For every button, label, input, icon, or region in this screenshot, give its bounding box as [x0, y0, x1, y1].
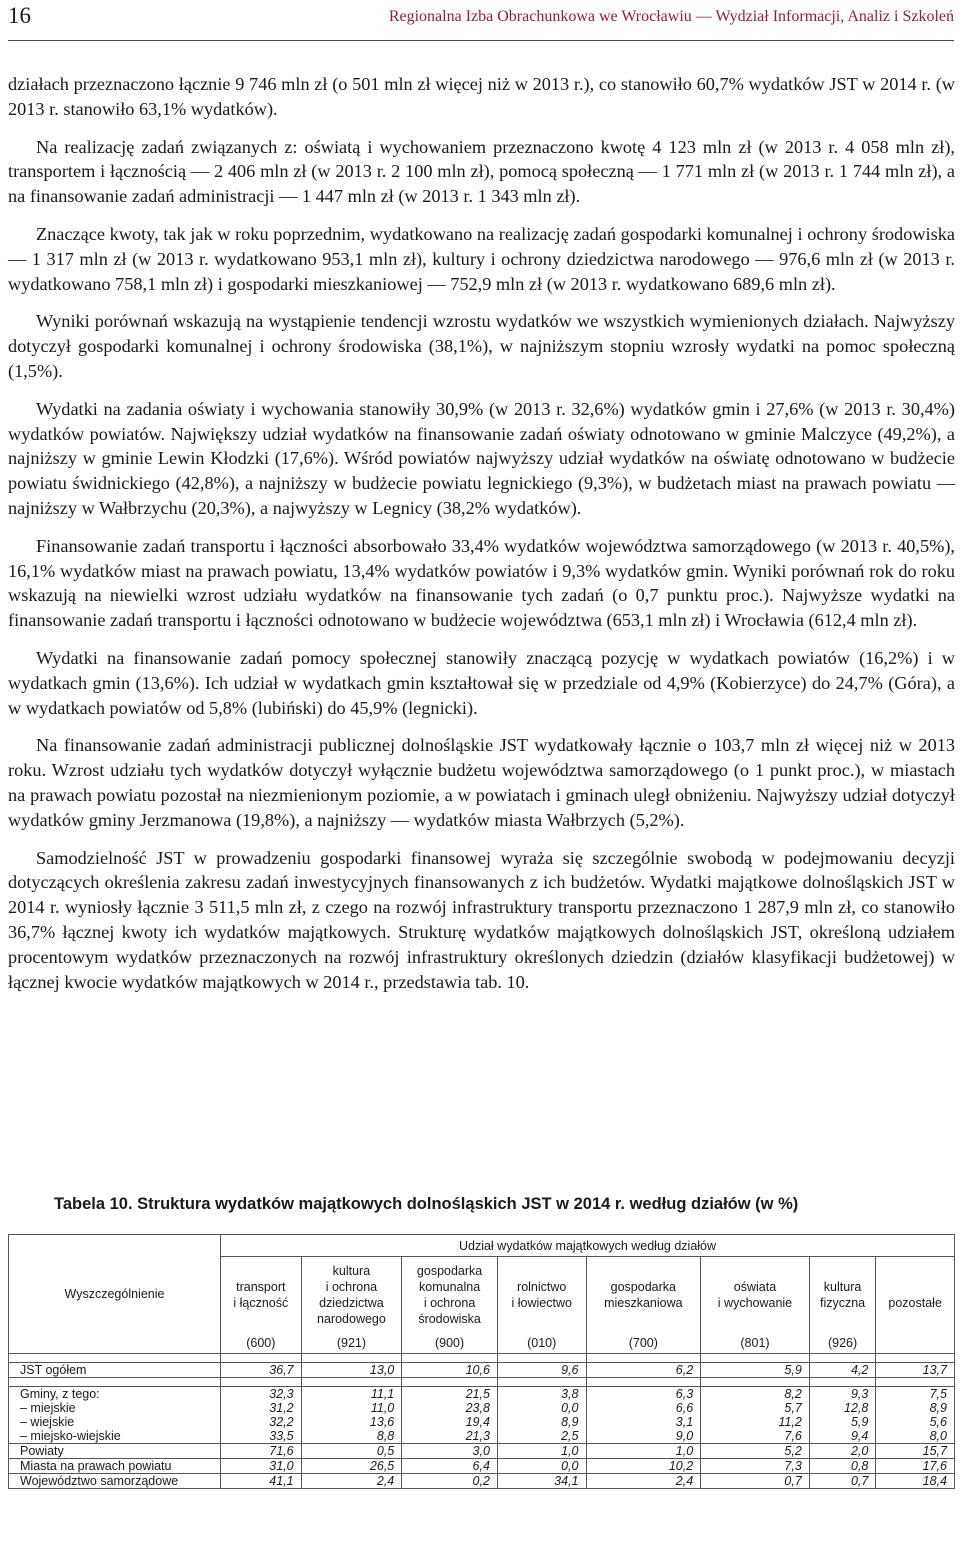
column-header-line: komunalna [419, 1279, 481, 1294]
column-header-line: i łowiectwo [511, 1295, 572, 1310]
row-label: Powiaty [9, 1443, 221, 1458]
table-cell: 8,9 [876, 1401, 955, 1415]
gap-cell [809, 1353, 876, 1362]
table-cell: 7,5 [876, 1386, 955, 1401]
paragraph: Finansowanie zadań transportu i łączności absorbowało 33,4% wydatków województwa samorządowego (w 2013 r. 40,5%), 16,1% wydatków miast na prawach powiatu, 13,4% wydatków powiatów i 9,3% wydatków gmin. Wyniki porównań rok do roku wskazują na niewielki wzrost udziału wydatków na finansowanie tych zadań (o 0,7 punktu proc.). Najwyższe wydatki na finansowanie zadań transportu i łączności odnotowano w budżecie województwa (653,1 mln zł) i Wrocławia (612,4 mln zł). [8, 535, 955, 631]
column-header-line: środowiska [418, 1311, 481, 1326]
column-header-line [701, 1263, 809, 1279]
table-cell: 3,0 [402, 1443, 498, 1458]
table-cell: 21,5 [402, 1386, 498, 1401]
table-cell: 31,2 [221, 1401, 302, 1415]
table-cell: 0,7 [701, 1473, 810, 1488]
table-row [9, 1473, 955, 1488]
column-header-line: narodowego [317, 1311, 386, 1326]
column-code: (801) [701, 1333, 810, 1354]
table-cell: 15,7 [876, 1443, 955, 1458]
column-code: (600) [221, 1333, 302, 1354]
table-cell: 13,0 [301, 1362, 402, 1377]
row-label: Gminy, z tego: [9, 1386, 221, 1401]
gap-cell [586, 1353, 701, 1362]
table-cell: 11,0 [301, 1401, 402, 1415]
gap-cell [701, 1377, 810, 1386]
row-label: – miejskie [9, 1401, 221, 1415]
column-header-line [876, 1311, 954, 1327]
row-label: JST ogółem [9, 1362, 221, 1377]
row-label: – wiejskie [9, 1415, 221, 1429]
table-cell: 33,5 [221, 1429, 302, 1444]
column-code: (900) [402, 1333, 498, 1354]
gap-row [9, 1353, 955, 1362]
gap-cell [497, 1353, 586, 1362]
table-cell: 31,0 [221, 1458, 302, 1473]
table-cell: 0,8 [809, 1458, 876, 1473]
table-cell: 9,0 [586, 1429, 701, 1444]
table-cell: 2,4 [586, 1473, 701, 1488]
column-header-line [221, 1311, 301, 1327]
gap-cell [876, 1377, 955, 1386]
table-cell: 8,0 [876, 1429, 955, 1444]
column-header-line [587, 1263, 701, 1279]
gap-cell [876, 1353, 955, 1362]
page-number: 16 [8, 3, 31, 28]
column-header-line [701, 1311, 809, 1327]
table-row [9, 1458, 955, 1473]
column-header-line [498, 1263, 586, 1279]
column-header-line: transport [236, 1279, 286, 1294]
row-label: Miasta na prawach powiatu [9, 1458, 221, 1473]
table-row [9, 1415, 955, 1429]
paragraph: Wydatki na finansowanie zadań pomocy społecznej stanowiły znaczącą pozycję w wydatkach powiatów (16,2%) i w wydatkach gmin (13,6%). Ich udział w wydatkach gmin kształtował się w przedziale od 4,9% (Kobierzyce) do 24,7% (Góra), a w wydatkach powiatów od 5,8% (lubiński) do 45,9% (legnicki). [8, 647, 955, 718]
column-header-line: kultura [823, 1279, 862, 1294]
column-code [876, 1333, 955, 1354]
table-cell: 5,2 [701, 1443, 810, 1458]
column-header-line [587, 1311, 701, 1327]
gap-cell [402, 1353, 498, 1362]
column-header-line: i wychowanie [717, 1295, 793, 1310]
gap-cell [402, 1377, 498, 1386]
column-header-line: oświata [733, 1279, 777, 1294]
gap-cell [9, 1377, 221, 1386]
table-cell: 32,2 [221, 1415, 302, 1429]
column-header-line [221, 1263, 301, 1279]
gap-cell [301, 1377, 402, 1386]
table-cell: 21,3 [402, 1429, 498, 1444]
table-cell: 6,6 [586, 1401, 701, 1415]
column-header-line: gospodarka [416, 1263, 483, 1278]
gap-cell [586, 1377, 701, 1386]
table-cell: 8,9 [497, 1415, 586, 1429]
paragraph: Znaczące kwoty, tak jak w roku poprzednim, wydatkowano na realizację zadań gospodarki komunalnej i ochrony środowiska — 1 317 mln zł (w 2013 r. wydatkowano 953,1 mln zł), kultury i ochrony dziedzictwa narodowego — 976,6 mln zł (w 2013 r. wydatkowano 758,1 mln zł) i gospodarki mieszkaniowej — 752,9 mln zł (w 2013 r. wydatkowano 689,6 mln zł). [8, 223, 955, 294]
column-header-line: fizyczna [819, 1295, 866, 1310]
column-header-line: pozostałe [888, 1295, 942, 1310]
table-cell: 2,5 [497, 1429, 586, 1444]
table-cell: 23,8 [402, 1401, 498, 1415]
gap-cell [701, 1353, 810, 1362]
row-label: Województwo samorządowe [9, 1473, 221, 1488]
column-code: (926) [809, 1333, 876, 1354]
table-cell: 8,2 [701, 1386, 810, 1401]
group-header: Udział wydatków majątkowych według działów [221, 1235, 955, 1257]
table-cell: 34,1 [497, 1473, 586, 1488]
table-cell: 2,4 [301, 1473, 402, 1488]
table-cell: 5,7 [701, 1401, 810, 1415]
table-cell: 7,6 [701, 1429, 810, 1444]
column-header-line [810, 1263, 876, 1279]
table-cell: 4,2 [809, 1362, 876, 1377]
gap-cell [221, 1377, 302, 1386]
table-cell: 3,1 [586, 1415, 701, 1429]
column-code: (010) [497, 1333, 586, 1354]
column-header-line: i ochrona [325, 1279, 378, 1294]
page-header [0, 0, 960, 42]
column-header-line: kultura [332, 1263, 371, 1278]
column-header [402, 1257, 498, 1333]
column-header-line [498, 1311, 586, 1327]
column-header [701, 1257, 810, 1333]
column-header-line [810, 1311, 876, 1327]
column-header-line [876, 1263, 954, 1279]
column-header-line: i ochrona [423, 1295, 476, 1310]
table-cell: 8,8 [301, 1429, 402, 1444]
paragraph: Samodzielność JST w prowadzeniu gospodarki finansowej wyraża się szczególnie swobodą w podejmowaniu decyzji dotyczących określenia zakresu zadań inwestycyjnych finansowanych z ich budżetów. Wydatki majątkowe dolnośląskich JST w 2014 r. wyniosły łącznie 3 511,5 mln zł, z czego na rozwój infrastruktury transportu przeznaczono 1 287,9 mln zł, co stanowiło 36,7% łącznej kwoty ich wydatków majątkowych. Strukturę wydatków majątkowych dolnośląskich JST, określoną udziałem procentowym wydatków przeznaczonych na rozwój infrastruktury określonych dziedzin (działów klasyfikacji budżetowej) w łącznej kwocie wydatków majątkowych w 2014 r., przedstawia tab. 10. [8, 847, 955, 992]
table-cell: 0,0 [497, 1401, 586, 1415]
table-cell: 11,1 [301, 1386, 402, 1401]
table-cell: 0,5 [301, 1443, 402, 1458]
column-header-line: i łączność [233, 1295, 289, 1310]
paragraph: Wydatki na zadania oświaty i wychowania stanowiły 30,9% (w 2013 r. 32,6%) wydatków gmin i 27,6% (w 2013 r. 30,4%) wydatków powiatów. Największy udział wydatków na finansowanie zadań oświaty odnotowano w gminie Malczyce (49,2%), a najniższy w gminie Lewin Kłodzki (17,6%). Wśród powiatów najwyższy udział wydatków na oświatę odnotowano w budżecie powiatu świdnickiego (42,8%), a najniższy w budżecie powiatu legnickiego (9,3%), w budżetach miast na prawach powiatu — najniższy w Wałbrzychu (20,3%), a najwyższy w Legnicy (38,2% wydatków). [8, 398, 955, 518]
gap-cell [9, 1353, 221, 1362]
column-code: (700) [586, 1333, 701, 1354]
table-cell: 5,6 [876, 1415, 955, 1429]
column-header [497, 1257, 586, 1333]
table-cell: 1,0 [586, 1443, 701, 1458]
gap-cell [301, 1353, 402, 1362]
column-header-line [876, 1279, 954, 1295]
body-text [8, 72, 955, 1007]
column-header-line: dziedzictwa [319, 1295, 384, 1310]
data-table [8, 1234, 955, 1489]
paragraph: działach przeznaczono łącznie 9 746 mln zł (o 501 mln zł więcej niż w 2013 r.), co stanowiło 60,7% wydatków JST w 2014 r. (w 2013 r. stanowiło 63,1% wydatków). [8, 74, 955, 119]
table-cell: 9,3 [809, 1386, 876, 1401]
table-cell: 19,4 [402, 1415, 498, 1429]
table-cell: 12,8 [809, 1401, 876, 1415]
table-cell: 6,4 [402, 1458, 498, 1473]
table-cell: 1,0 [497, 1443, 586, 1458]
table-row [9, 1401, 955, 1415]
column-code: (921) [301, 1333, 402, 1354]
table-cell: 11,2 [701, 1415, 810, 1429]
column-header-line: mieszkaniowa [604, 1295, 683, 1310]
table-cell: 32,3 [221, 1386, 302, 1401]
paragraph: Na finansowanie zadań administracji publicznej dolnośląskie JST wydatkowały łącznie o 103,7 mln zł więcej niż w 2013 roku. Wzrost udziału tych wydatków dotyczył wyłącznie budżetu województwa samorządowego (o 1 punkt proc.), w miastach na prawach powiatu pozostał na niezmienionym poziomie, a w powiatach i gminach uległ obniżeniu. Najwyższy udział dotyczył wydatków gminy Jerzmanowa (19,8%), a najniższy — wydatków miasta Wałbrzych (5,2%). [8, 735, 955, 830]
column-header-line: rolnictwo [517, 1279, 567, 1294]
stub-header: Wyszczególnienie [9, 1235, 221, 1354]
table-title: Tabela 10. Struktura wydatków majątkowych dolnośląskich JST w 2014 r. według działów (w %) [54, 1195, 799, 1213]
table-row [9, 1429, 955, 1444]
table-cell: 2,0 [809, 1443, 876, 1458]
column-header [809, 1257, 876, 1333]
gap-row [9, 1377, 955, 1386]
table-cell: 71,6 [221, 1443, 302, 1458]
column-header [221, 1257, 302, 1333]
table-cell: 0,7 [809, 1473, 876, 1488]
column-header [876, 1257, 955, 1333]
table-cell: 9,4 [809, 1429, 876, 1444]
table-cell: 7,3 [701, 1458, 810, 1473]
table-cell: 6,2 [586, 1362, 701, 1377]
header-rule [8, 40, 954, 41]
column-header-line: gospodarka [610, 1279, 676, 1294]
gap-cell [221, 1353, 302, 1362]
table-row [9, 1362, 955, 1377]
table-cell: 9,6 [497, 1362, 586, 1377]
table-cell: 36,7 [221, 1362, 302, 1377]
gap-cell [497, 1377, 586, 1386]
column-header [301, 1257, 402, 1333]
table-cell: 10,6 [402, 1362, 498, 1377]
column-header [586, 1257, 701, 1333]
table-cell: 6,3 [586, 1386, 701, 1401]
table-cell: 10,2 [586, 1458, 701, 1473]
table-row [9, 1386, 955, 1401]
table-cell: 18,4 [876, 1473, 955, 1488]
table-cell: 41,1 [221, 1473, 302, 1488]
gap-cell [809, 1377, 876, 1386]
table-row [9, 1443, 955, 1458]
table-cell: 0,0 [497, 1458, 586, 1473]
table-cell: 5,9 [809, 1415, 876, 1429]
table-cell: 26,5 [301, 1458, 402, 1473]
table-cell: 0,2 [402, 1473, 498, 1488]
paragraph: Wyniki porównań wskazują na wystąpienie tendencji wzrostu wydatków we wszystkich wymienionych działach. Najwyższy dotyczył gospodarki komunalnej i ochrony środowiska (38,1%), w najniższym stopniu wzrosły wydatki na pomoc społeczną (1,5%). [8, 311, 955, 381]
paragraph: Na realizację zadań związanych z: oświatą i wychowaniem przeznaczono kwotę 4 123 mln zł (w 2013 r. 4 058 mln zł), transportem i łącznością — 2 406 mln zł (w 2013 r. 2 100 mln zł), pomocą społeczną — 1 771 mln zł (w 2013 r. 1 744 mln zł), a na finansowanie zadań administracji — 1 447 mln zł (w 2013 r. 1 343 mln zł). [8, 136, 955, 207]
table-cell: 13,7 [876, 1362, 955, 1377]
table-body [9, 1353, 955, 1488]
table-cell: 5,9 [701, 1362, 810, 1377]
row-label: – miejsko-wiejskie [9, 1429, 221, 1444]
table-cell: 13,6 [301, 1415, 402, 1429]
table-cell: 3,8 [497, 1386, 586, 1401]
table-cell: 17,6 [876, 1458, 955, 1473]
running-title: Regionalna Izba Obrachunkowa we Wrocławiu — Wydział Informacji, Analiz i Szkoleń [388, 8, 954, 25]
